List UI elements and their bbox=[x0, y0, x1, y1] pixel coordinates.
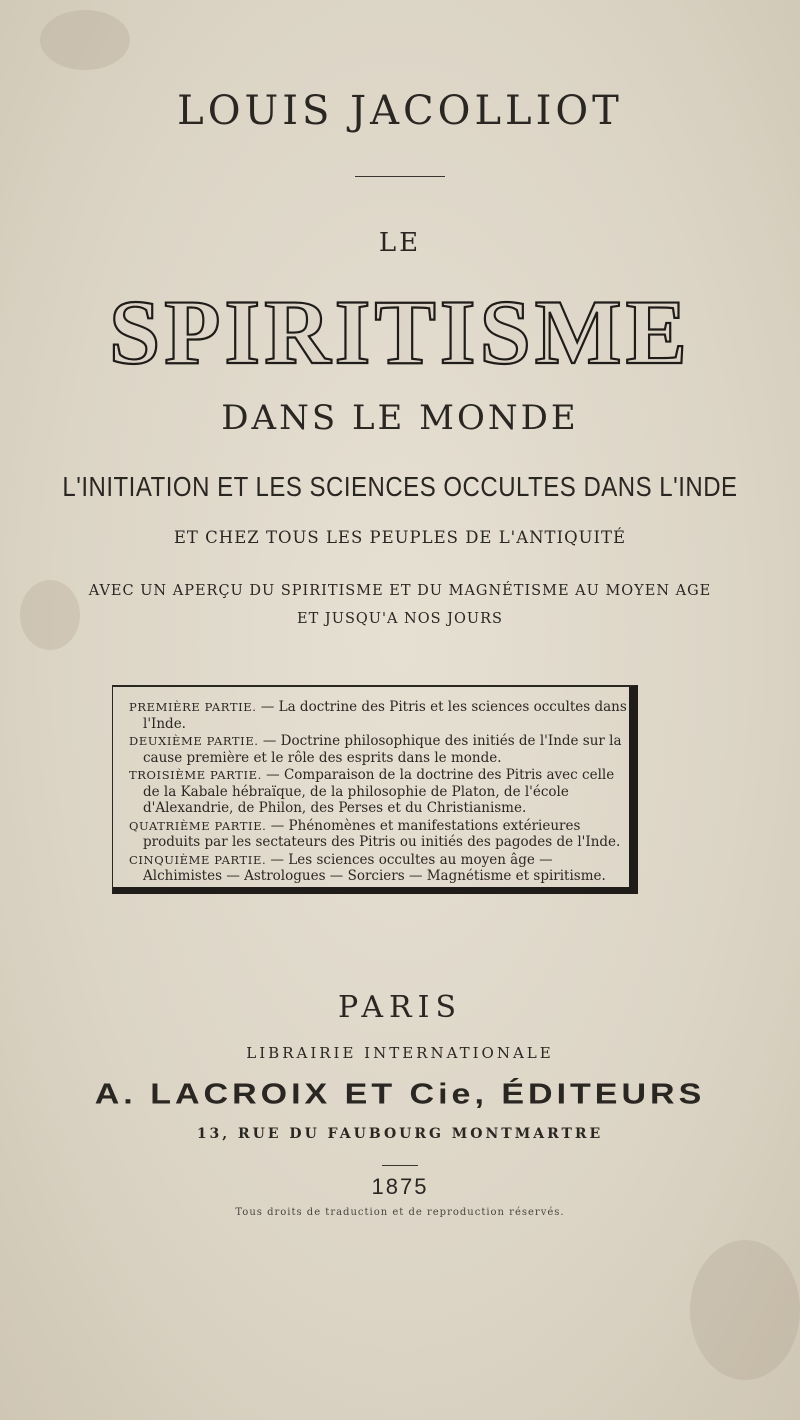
ornament-rule bbox=[382, 1165, 418, 1166]
contents-entry bbox=[129, 733, 629, 766]
contents-entry bbox=[129, 852, 629, 885]
author-name: LOUIS JACOLLIOT bbox=[177, 88, 623, 134]
imprint-bookshop: LIBRAIRIE INTERNATIONALE bbox=[246, 1044, 554, 1062]
part-description: — Doctrine philosophique des initiés de l'Inde sur la cause première et le rôle des esprits dans le monde. bbox=[143, 733, 622, 766]
subtitle-line-1: L'INITIATION ET LES SCIENCES OCCULTES DANS L'INDE bbox=[62, 471, 738, 503]
book-title-continuation: DANS LE MONDE bbox=[221, 398, 579, 438]
subtitle-line-2: ET CHEZ TOUS LES PEUPLES DE L'ANTIQUITÉ bbox=[173, 528, 627, 547]
ornament-rule bbox=[355, 176, 445, 177]
contents-entry bbox=[129, 699, 629, 732]
part-description: — La doctrine des Pitris et les sciences occultes dans l'Inde. bbox=[143, 699, 627, 732]
part-description: — Les sciences occultes au moyen âge — Alchimistes — Astrologues — Sorciers — Magnétisme et spiritisme. bbox=[143, 851, 606, 884]
part-description: — Phénomènes et manifestations extérieures produits par les sectateurs des Pitris ou initiés des pagodes de l'Inde. bbox=[143, 817, 621, 850]
contents-entry bbox=[129, 818, 629, 851]
paper-stain bbox=[40, 10, 130, 70]
part-label: TROISIÈME PARTIE. bbox=[129, 768, 262, 782]
contents-box bbox=[112, 685, 638, 894]
title-article: LE bbox=[378, 228, 422, 258]
imprint-publisher: A. LACROIX ET Cie, ÉDITEURS bbox=[94, 1077, 706, 1111]
imprint-address: 13, RUE DU FAUBOURG MONTMARTRE bbox=[196, 1126, 604, 1142]
subtitle-line-3: AVEC UN APERÇU DU SPIRITISME ET DU MAGNÉTISME AU MOYEN AGE bbox=[88, 583, 712, 599]
rights-notice: Tous droits de traduction et de reproduction réservés. bbox=[235, 1207, 565, 1218]
part-label: PREMIÈRE PARTIE. bbox=[129, 700, 257, 714]
part-label: DEUXIÈME PARTIE. bbox=[129, 734, 259, 748]
contents-entry bbox=[129, 767, 629, 817]
paper-stain bbox=[690, 1240, 800, 1380]
book-title: SPIRITISME bbox=[109, 281, 691, 383]
subtitle-line-4: ET JUSQU'A NOS JOURS bbox=[297, 611, 503, 627]
imprint-city: PARIS bbox=[337, 990, 463, 1025]
part-label: QUATRIÈME PARTIE. bbox=[129, 818, 267, 833]
part-label: CINQUIÈME PARTIE. bbox=[129, 852, 267, 867]
imprint-year: 1875 bbox=[371, 1174, 429, 1199]
part-description: — Comparaison de la doctrine des Pitris avec celle de la Kabale hébraïque, de la philosophie de Platon, de l'école d'Alexandrie, de Philon, des Perses et du Christianisme. bbox=[143, 767, 615, 816]
